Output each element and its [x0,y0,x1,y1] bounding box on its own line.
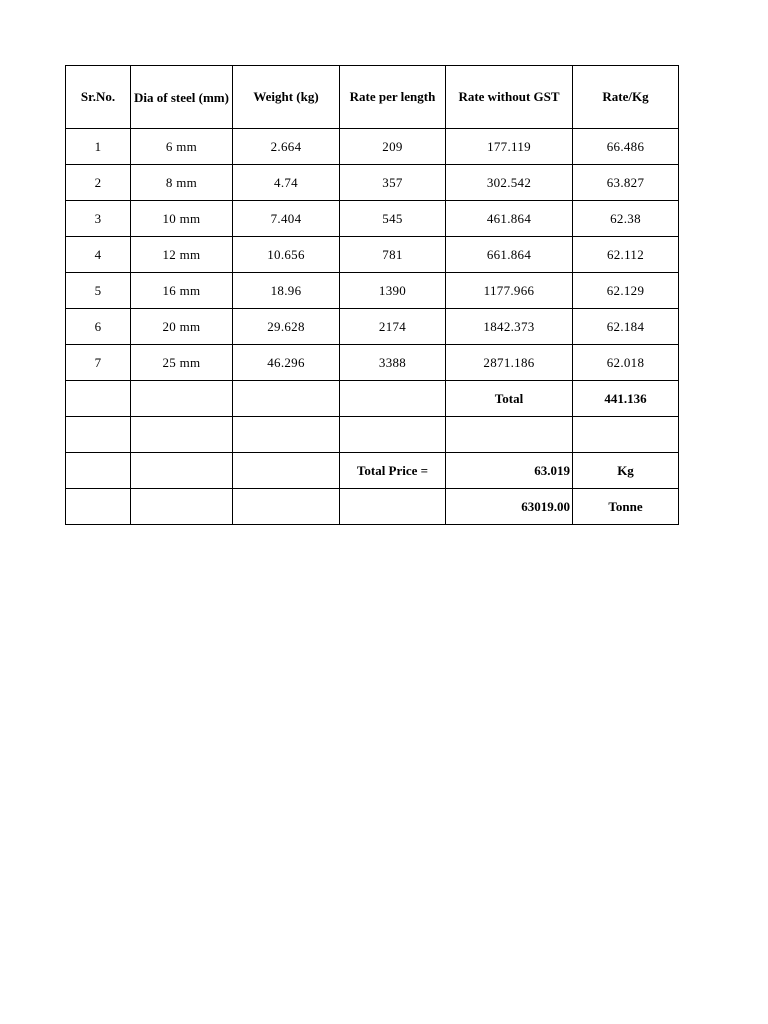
cell-rate-without-gst: 1842.373 [446,309,573,345]
cell-rate-without-gst: 661.864 [446,237,573,273]
cell-rate-without-gst: 1177.966 [446,273,573,309]
cell-sr-no: 6 [66,309,131,345]
empty-cell [131,489,233,525]
blank-row [66,417,679,453]
total-row [66,381,679,417]
total-price-per-kg-value: 63.019 [446,453,573,489]
table-row [66,165,679,201]
cell-weight: 7.404 [233,201,340,237]
cell-rate-per-length: 781 [340,237,446,273]
cell-dia: 12 mm [131,237,233,273]
cell-rate-per-kg: 62.018 [573,345,679,381]
cell-rate-per-kg: 62.38 [573,201,679,237]
cell-rate-per-kg: 62.129 [573,273,679,309]
total-label: Total [446,381,573,417]
cell-dia: 10 mm [131,201,233,237]
cell-dia: 8 mm [131,165,233,201]
cell-sr-no: 5 [66,273,131,309]
total-price-tonne-row [66,489,679,525]
empty-cell [131,381,233,417]
total-price-label: Total Price = [340,453,446,489]
empty-cell [131,453,233,489]
cell-rate-per-kg: 66.486 [573,129,679,165]
table-row [66,309,679,345]
cell-rate-per-length: 545 [340,201,446,237]
cell-weight: 4.74 [233,165,340,201]
total-price-per-tonne-unit: Tonne [573,489,679,525]
cell-rate-without-gst: 461.864 [446,201,573,237]
empty-cell [340,381,446,417]
total-price-per-tonne-value: 63019.00 [446,489,573,525]
header-rate-per-kg: Rate/Kg [573,66,679,129]
empty-cell [446,417,573,453]
empty-cell [233,489,340,525]
header-rate-per-length: Rate per length [340,66,446,129]
header-sr-no: Sr.No. [66,66,131,129]
cell-weight: 10.656 [233,237,340,273]
table-row [66,201,679,237]
cell-sr-no: 7 [66,345,131,381]
empty-cell [573,417,679,453]
cell-rate-per-length: 2174 [340,309,446,345]
empty-cell [340,489,446,525]
empty-cell [233,381,340,417]
spreadsheet-page [65,65,679,525]
header-rate-without-gst: Rate without GST [446,66,573,129]
cell-rate-per-kg: 62.184 [573,309,679,345]
empty-cell [66,381,131,417]
cell-sr-no: 2 [66,165,131,201]
cell-rate-per-length: 209 [340,129,446,165]
table-row [66,237,679,273]
table-row [66,273,679,309]
cell-dia: 25 mm [131,345,233,381]
cell-rate-without-gst: 2871.186 [446,345,573,381]
total-price-per-kg-unit: Kg [573,453,679,489]
cell-dia: 16 mm [131,273,233,309]
empty-cell [66,417,131,453]
cell-sr-no: 3 [66,201,131,237]
cell-weight: 2.664 [233,129,340,165]
cell-dia: 20 mm [131,309,233,345]
cell-weight: 29.628 [233,309,340,345]
cell-rate-per-length: 1390 [340,273,446,309]
header-weight: Weight (kg) [233,66,340,129]
cell-rate-without-gst: 177.119 [446,129,573,165]
empty-cell [66,489,131,525]
cell-rate-per-length: 357 [340,165,446,201]
empty-cell [66,453,131,489]
empty-cell [233,417,340,453]
cell-rate-per-length: 3388 [340,345,446,381]
cell-weight: 18.96 [233,273,340,309]
total-price-row [66,453,679,489]
cell-dia: 6 mm [131,129,233,165]
empty-cell [131,417,233,453]
cell-rate-per-kg: 62.112 [573,237,679,273]
cell-sr-no: 4 [66,237,131,273]
table-row [66,129,679,165]
header-dia-of-steel: Dia of steel (mm) [131,66,233,129]
empty-cell [233,453,340,489]
cell-sr-no: 1 [66,129,131,165]
empty-cell [340,417,446,453]
header-row [66,66,679,129]
total-value: 441.136 [573,381,679,417]
table-row [66,345,679,381]
cell-weight: 46.296 [233,345,340,381]
cell-rate-without-gst: 302.542 [446,165,573,201]
cell-rate-per-kg: 63.827 [573,165,679,201]
steel-rate-table [65,65,679,525]
